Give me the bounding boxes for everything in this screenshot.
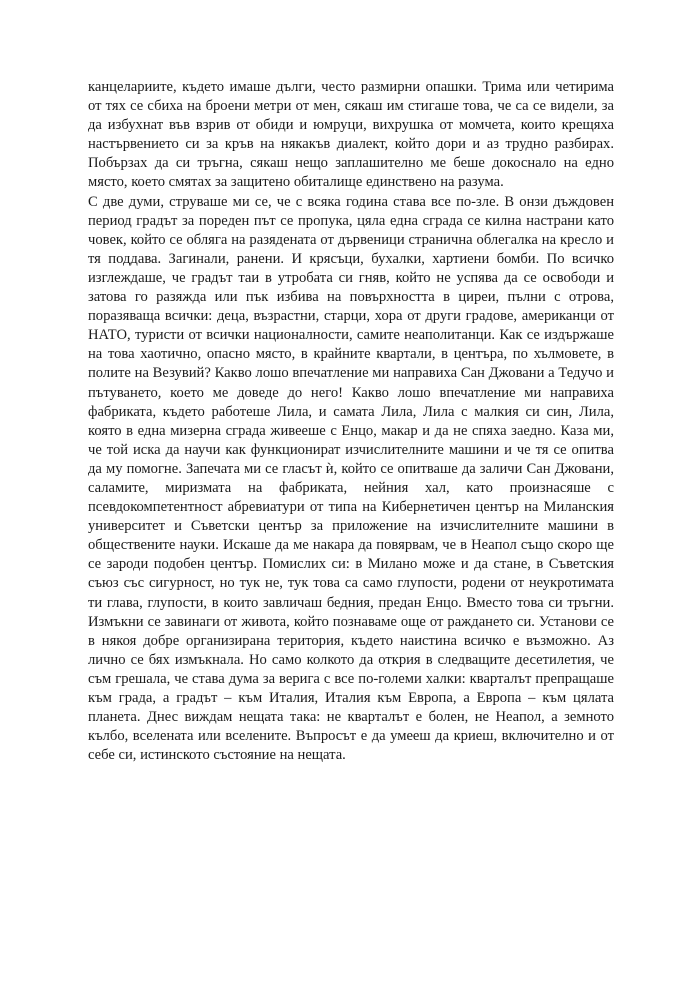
body-text	[88, 78, 614, 765]
paragraph: С две думи, струваше ми се, че с всяка година става все по-зле. В онзи дъждовен период градът за пореден път се пропука, цяла една сграда се килна настрани като човек, който се обляга на разядената от дървеници странична облегалка на кресло и тя поддава. Загинали, ранени. И крясъци, бухалки, хартиени бомби. По всичко изглеждаше, че градът таи в утробата си гняв, който не успява да се освободи и затова го разяжда или пък избива на повърхността в циреи, пълни с отрова, поразяваща всички: деца, възрастни, старци, хора от други градове, американци от НАТО, туристи от всички националности, самите неаполитанци. Как се издържаше на това хаотично, опасно място, в крайните квартали, в центъра, по хълмовете, в полите на Везувий? Какво лошо впечатление ми направиха Сан Джовани а Тедучо и пътуването, което ме доведе до него! Какво лошо впечатление ми направиха фабриката, където работеше Лила, и самата Лила, Лила с малкия си син, Лила, която в една мизерна сграда живееше с Енцо, макар и да не спяха заедно. Каза ми, че той иска да научи как функционират изчислителните машини и че тя се опитва да му помогне. Запечата ми се гласът ѝ, който се опитваше да заличи Сан Джовани, саламите, миризмата на фабриката, нейния хал, като произнасяше с псевдокомпетентност абревиатури от типа на Кибернетичен център на Миланския университет и Съветски център за приложение на изчислителните машини в обществените науки. Искаше да ме накара да повярвам, че в Неапол също скоро ще се зароди подобен център. Помислих си: в Милано може и да стане, в Съветския съюз със сигурност, но тук не, тук това са само глупости, родени от неукротимата ти глава, глупости, в които завличаш бедния, предан Енцо. Вместо това си тръгни. Измъкни се завинаги от живота, който познаваме още от раждането си. Установи се в някоя добре организирана територия, където наистина всичко е възможно. Аз лично се бях измъкнала. Но само колкото да открия в следващите десетилетия, че съм грешала, че става дума за верига с все по-големи халки: кварталът препращаше към града, а градът – към Италия, Италия към Европа, а Европа – към цялата планета. Днес виждам нещата така: не кварталът е болен, не Неапол, а земното кълбо, вселената или вселените. Въпросът е да умееш да криеш, включително и от себе си, истинското състояние на нещата.	[88, 193, 614, 764]
paragraph: канцелариите, където имаше дълги, често размирни опашки. Трима или четирима от тях се сбиха на броени метри от мен, сякаш им стигаше това, че са се видели, за да избухнат във взрив от обиди и юмруци, вихрушка от момчета, които крещяха настървението си за кръв на някакъв диалект, който дори и аз трудно разбирах. Побързах да си тръгна, сякаш нещо заплашително ме беше докоснало на едно място, което смятах за защитено обиталище единствено на разума.	[88, 79, 614, 191]
